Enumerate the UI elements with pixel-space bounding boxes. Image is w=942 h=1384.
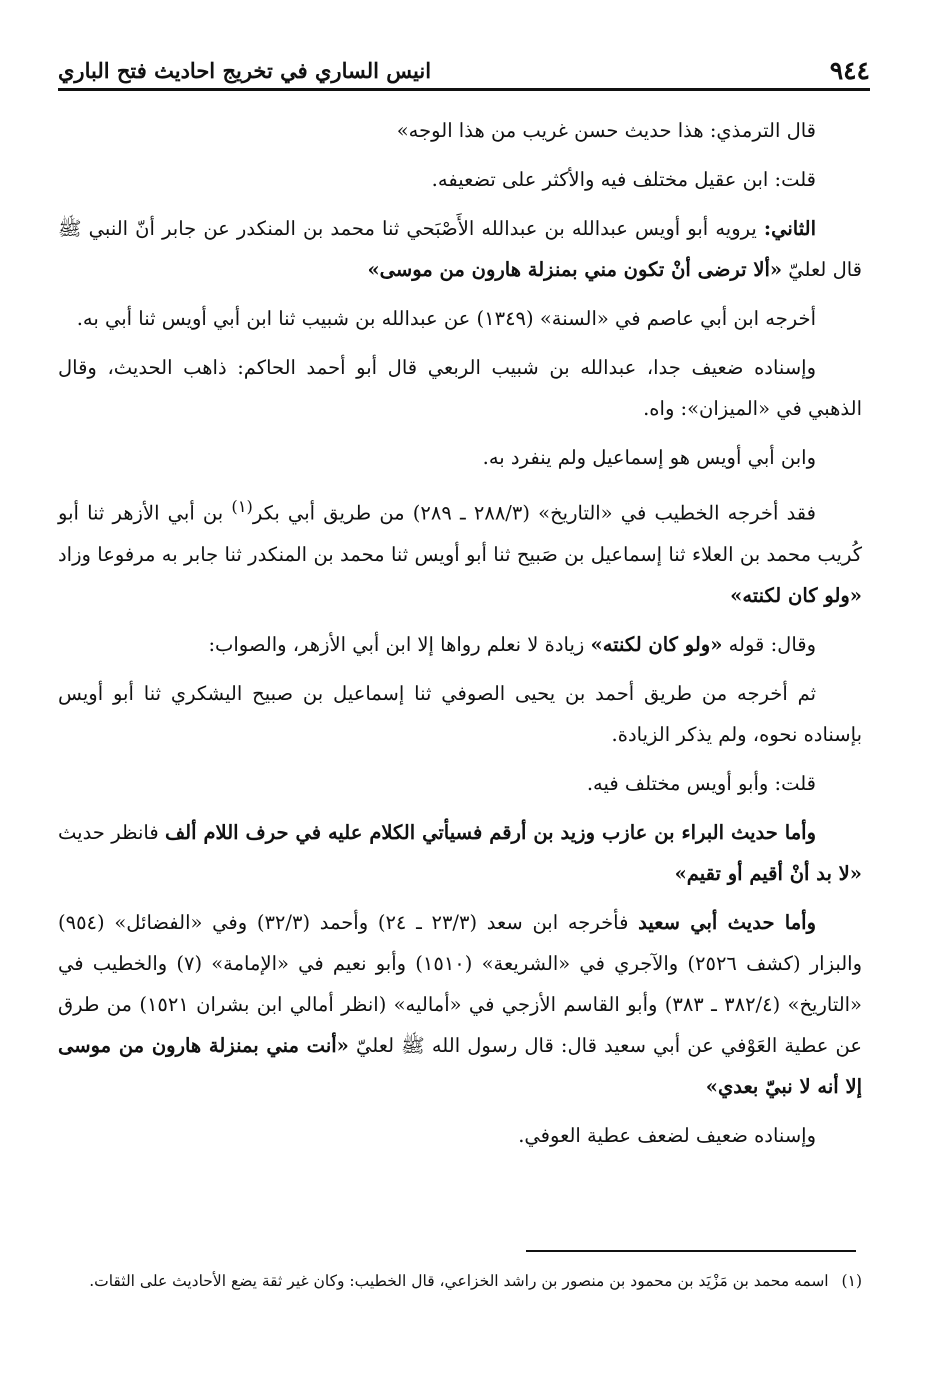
text-run: وقال: قوله	[722, 632, 816, 656]
bold-text: «ألا ترضى أنْ تكون مني بمنزلة هارون من موسى»	[367, 258, 783, 281]
footnote-text: اسمه محمد بن مَزْيَد بن محمود بن منصور بن راشد الخزاعي، قال الخطيب: وكان غير ثقة يضع الأحاديث على الثقات.	[89, 1272, 829, 1290]
footnote	[58, 1262, 862, 1300]
text-run: يرويه أبو أويس عبدالله بن عبدالله الأَصْبَحي ثنا محمد بن المنكدر عن جابر أنّ النبي ﷺ قال لعليّ	[58, 217, 862, 281]
page-number: ٩٤٤	[829, 55, 870, 85]
bold-text: «ولو كان لكنته»	[590, 632, 723, 656]
paragraph	[58, 437, 862, 478]
paragraph	[58, 298, 862, 339]
paragraph	[58, 347, 862, 429]
paragraph	[58, 159, 862, 200]
text-run: وإسناده ضعيف جدا، عبدالله بن شبيب الربعي قال أبو أحمد الحاكم: ذاهب الحديث، وقال الذهبي في «الميزان»: واه.	[58, 356, 862, 420]
footnote-marker: (١)	[841, 1272, 862, 1290]
bold-text: وأما حديث البراء بن عازب وزيد بن أرقم فسيأتي الكلام عليه في حرف اللام ألف	[165, 820, 816, 844]
page-header	[58, 52, 870, 88]
text-run: فقد أخرجه الخطيب في «التاريخ» (٢٨٨/٣ ـ ٢٨٩) من طريق أبي بكر	[252, 501, 816, 525]
running-title: انيس الساري في تخريج احاديث فتح الباري	[58, 57, 432, 83]
paragraph	[58, 673, 862, 755]
text-run: فانظر حديث	[58, 820, 165, 844]
paragraph	[58, 486, 862, 616]
text-run: قال الترمذي: هذا حديث حسن غريب من هذا الوجه»	[396, 119, 816, 142]
paragraph	[58, 110, 862, 151]
text-run: وإسناده ضعيف لضعف عطية العوفي.	[518, 1123, 816, 1147]
bold-text: «ولو كان لكنته»	[730, 583, 862, 607]
paragraph	[58, 1115, 862, 1156]
text-run: قلت: ابن عقيل مختلف فيه والأكثر على تضعيفه.	[431, 168, 816, 191]
text-run: ثم أخرجه من طريق أحمد بن يحيى الصوفي ثنا إسماعيل بن صبيح اليشكري ثنا أبو أويس بإسناده نحوه، ولم يذكر الزيادة.	[58, 681, 862, 746]
text-run: زيادة لا نعلم رواها إلا ابن أبي الأزهر، والصواب:	[208, 632, 591, 656]
text-run: بن أبي الأزهر ثنا أبو كُريب محمد بن العلاء ثنا إسماعيل بن صَبيح ثنا أبو أويس ثنا محمد بن المنكدر ثنا جابر به مرفوعا وزاد	[58, 501, 862, 566]
paragraph	[58, 902, 862, 1107]
bold-text: وأما حديث أبي سعيد	[638, 910, 816, 934]
text-run: قلت: وأبو أويس مختلف فيه.	[586, 771, 816, 795]
paragraph	[58, 763, 862, 804]
main-text	[58, 110, 862, 1230]
bold-text: الثاني:	[763, 217, 816, 240]
bold-text: «لا بد أنْ أقيم أو تقيم»	[674, 861, 862, 885]
text-run: أخرجه ابن أبي عاصم في «السنة» (١٣٤٩) عن عبدالله بن شبيب ثنا ابن أبي أويس ثنا أبي به.	[76, 307, 816, 330]
text-run: فأخرجه ابن سعد (٢٣/٣ ـ ٢٤) وأحمد (٣٢/٣) وفي «الفضائل» (٩٥٤) والبزار (كشف ٢٥٢٦) والآجري في «الشريعة» (١٥١٠) وأبو نعيم في «الإمامة» (٧) والخطيب في «التاريخ» (٣٨٢/٤ ـ ٣٨٣) وأبو القاسم الأزجي في «أماليه» (انظر أمالي ابن بشران ١٥٢١) من طرق عن عطية العَوْفي عن أبي سعيد قال: قال رسول الله ﷺ لعليّ	[58, 910, 862, 1057]
footnote-rule	[526, 1250, 856, 1252]
header-rule	[58, 88, 870, 91]
paragraph	[58, 208, 862, 290]
paragraph	[58, 812, 862, 894]
bold-text: «أنت مني بمنزلة هارون من موسى إلا أنه لا نبيّ بعدي»	[58, 1033, 862, 1098]
paragraph	[58, 624, 862, 665]
text-run: وابن أبي أويس هو إسماعيل ولم ينفرد به.	[482, 446, 816, 469]
footnote-reference: (١)	[231, 497, 253, 516]
